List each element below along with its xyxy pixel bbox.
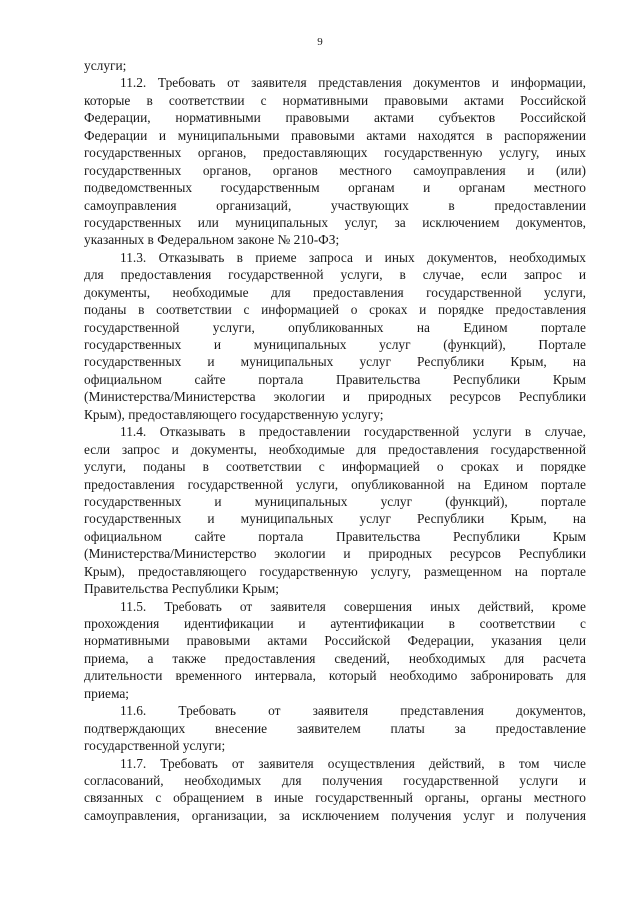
text-line: 11.2. Требовать от заявителя представления документов и информации, — [120, 75, 586, 91]
text-line: государственных органов, предоставляющих государственную услугу, иных — [84, 145, 586, 161]
paragraph-p-11-4 — [84, 423, 586, 597]
text-line: Федерации и муниципальными правовыми актами находятся в распоряжении — [84, 127, 586, 143]
text-line: (Министерства/Министерства экологии и природных ресурсов Республики — [84, 389, 586, 405]
text-line: поданы в соответствии с информацией о сроках и порядке предоставления — [84, 302, 586, 318]
text-line: 11.5. Требовать от заявителя совершения иных действий, кроме — [120, 598, 586, 614]
text-line: подтверждающих внесение заявителем платы за предоставление — [84, 720, 586, 736]
text-line: указанных в Федеральном законе № 210-ФЗ; — [84, 232, 340, 248]
paragraph-p-11-6 — [84, 702, 586, 754]
text-line: Правительства Республики Крым; — [84, 581, 279, 597]
text-line: государственных и муниципальных услуг (функций), портале — [84, 493, 586, 509]
text-line: связанных с обращением в иные государственный органы, органы местного — [84, 790, 586, 806]
text-line: 11.3. Отказывать в приеме запроса и иных документов, необходимых — [120, 249, 586, 265]
text-line: нормативными правовыми актами Российской Федерации, указания цели — [84, 633, 586, 649]
text-line: Крым), предоставляющего государственную услугу, размещенном на портале — [84, 563, 586, 579]
paragraph-p-11-3 — [84, 249, 586, 423]
page-number: 9 — [317, 36, 323, 48]
text-line: приема, а также предоставления сведений, необходимых для расчета — [84, 650, 586, 666]
text-line: государственной услуги; — [84, 738, 226, 754]
paragraph-p-11-7 — [84, 755, 586, 825]
text-line: согласований, необходимых для получения государственной услуги и — [84, 772, 586, 788]
text-line: если запрос и документы, необходимые для предоставления государственной — [84, 441, 586, 457]
text-line: официальном сайте портала Правительства Республики Крым — [84, 528, 586, 544]
text-line: Крым), предоставляющего государственную услугу; — [84, 406, 384, 422]
text-line: длительности временного интервала, который необходимо забронировать для — [84, 668, 586, 684]
text-line: 11.7. Требовать от заявителя осуществления действий, в том числе — [120, 755, 586, 771]
text-line: государственных органов, органов местного самоуправления и (или) — [84, 162, 586, 178]
document-body — [84, 57, 586, 824]
text-line: приема; — [84, 685, 130, 701]
text-line: государственных и муниципальных услуг Республики Крым, на — [84, 354, 586, 370]
text-line: Федерации, нормативными правовыми актами субъектов Российской — [84, 110, 586, 126]
text-line: 11.6. Требовать от заявителя представления документов, — [120, 703, 586, 719]
paragraph-p-11-5 — [84, 598, 586, 703]
text-line: самоуправления, организации, за исключением получения услуг и получения — [84, 807, 586, 823]
text-line: подведомственных государственным органам и органам местного — [84, 180, 586, 196]
text-line: государственной услуги, опубликованных на Едином портале — [84, 319, 586, 335]
text-line: государственных и муниципальных услуг Республики Крым, на — [84, 511, 586, 527]
text-line: которые в соответствии с нормативными правовыми актами Российской — [84, 92, 586, 108]
text-line: государственных или муниципальных услуг, за исключением документов, — [84, 214, 586, 230]
paragraph-p0 — [84, 57, 586, 74]
text-line: предоставления государственной услуги, опубликованной на Едином портале — [84, 476, 586, 492]
text-line: самоуправления организаций, участвующих в предоставлении — [84, 197, 586, 213]
text-line: прохождения идентификации и аутентификации в соответствии с — [84, 616, 586, 631]
text-line: 11.4. Отказывать в предоставлении государственной услуги в случае, — [120, 424, 586, 440]
text-line: услуги; — [84, 58, 127, 73]
text-line: официальном сайте портала Правительства Республики Крым — [84, 371, 586, 387]
text-line: услуги, поданы в соответствии с информацией о сроках и порядке — [84, 459, 586, 475]
text-line: для предоставления государственной услуги, в случае, если запрос и — [84, 267, 586, 283]
text-line: государственных и муниципальных услуг (функций), Портале — [84, 337, 586, 352]
text-line: (Министерства/Министерство экологии и природных ресурсов Республики — [84, 546, 586, 562]
text-line: документы, необходимые для предоставления государственной услуги, — [84, 284, 586, 300]
paragraph-p-11-2 — [84, 74, 586, 248]
